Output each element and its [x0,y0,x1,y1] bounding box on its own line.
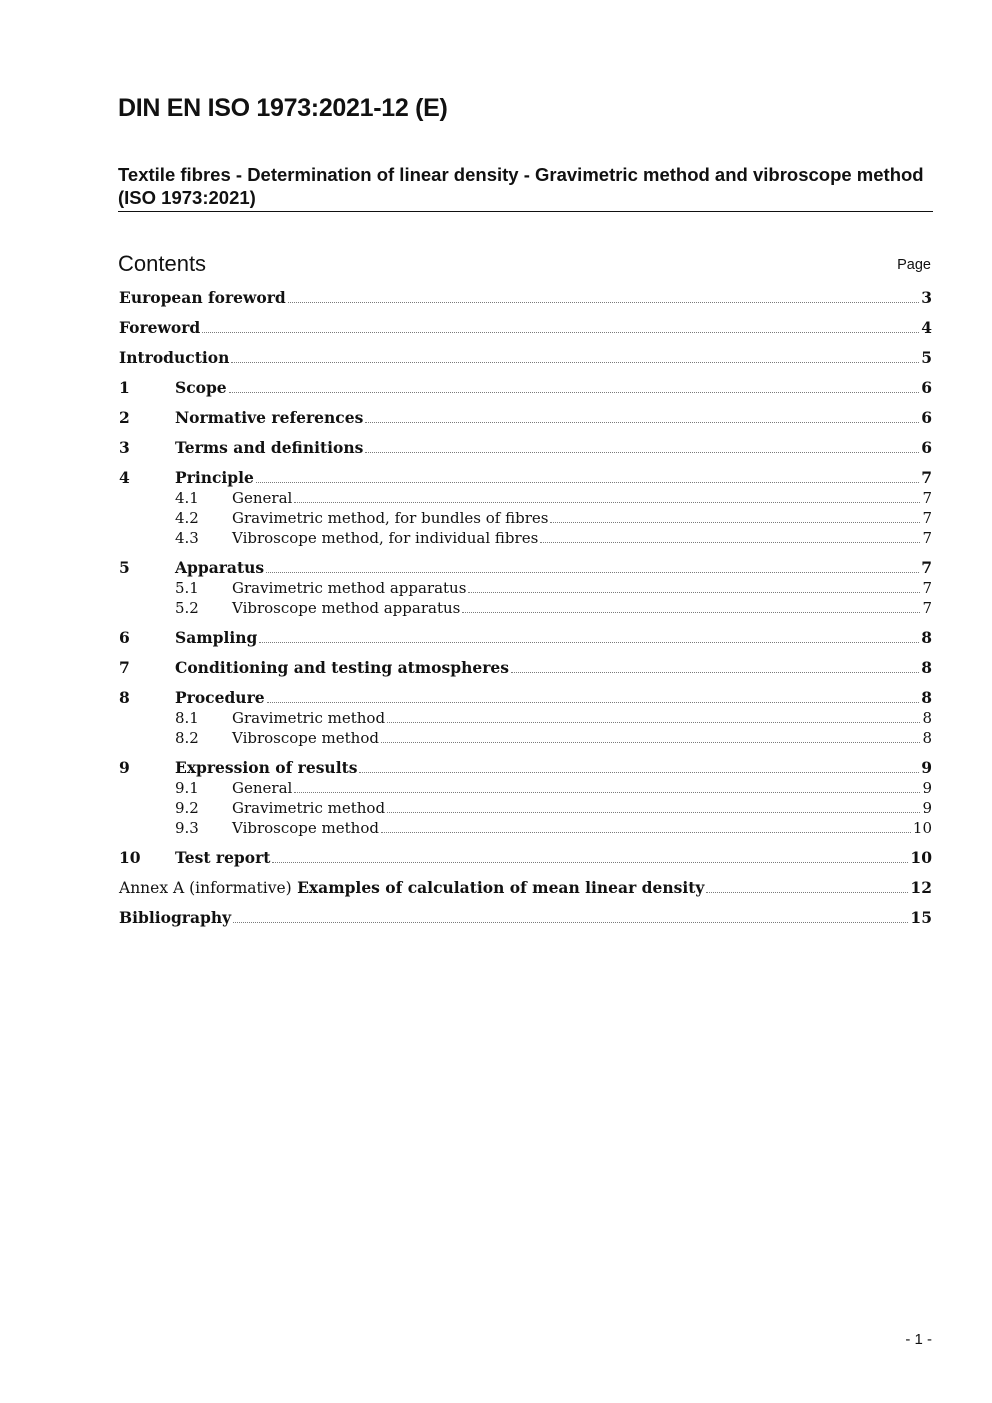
toc-entry-procedure-vibroscope[interactable] [119,728,932,748]
toc-entry-procedure-gravimetric[interactable] [119,708,932,728]
toc-entry-page: 7 [922,509,932,527]
dot-leader [259,641,919,643]
toc-entry-page: 7 [922,529,932,547]
dot-leader [381,741,920,743]
toc-entry-page: 8 [921,658,932,677]
toc-entry-sampling[interactable] [119,628,932,648]
toc-entry-page: 7 [922,489,932,507]
toc-entry-scope[interactable] [119,378,932,398]
toc-entry-principle-general[interactable] [119,488,932,508]
toc-entry-page: 6 [921,378,932,397]
toc-entry-label: Sampling [175,628,258,647]
dot-leader [540,541,920,543]
toc-entry-number: 10 [119,848,141,867]
toc-entry-label: Conditioning and testing atmospheres [175,658,509,677]
dot-leader [511,671,919,673]
toc-entry-page: 8 [921,688,932,707]
toc-entry-page: 5 [921,348,932,367]
contents-heading: Contents [118,251,207,276]
toc-entry-label: Gravimetric method [232,799,386,817]
dot-leader [233,921,908,923]
toc-entry-label: Scope [175,378,227,397]
toc-entry-label: General [232,779,293,797]
toc-entry-label: European foreword [119,288,286,307]
dot-leader [359,771,919,773]
toc-entry-label: Gravimetric method, for bundles of fibres [232,509,549,527]
dot-leader [267,701,920,703]
dot-leader [387,811,920,813]
toc-entry-page: 7 [921,468,932,487]
toc-entry-page: 6 [921,408,932,427]
dot-leader [462,611,920,613]
dot-leader [229,391,920,393]
dot-leader [387,721,920,723]
toc-entry-label: General [232,489,293,507]
toc-entry-page: 7 [922,579,932,597]
toc-entry-label: Introduction [119,348,230,367]
toc-entry-number: 9.1 [175,779,199,797]
document-subtitle: Textile fibres - Determination of linear density - Gravimetric method and vibroscope method (ISO 1973:2021) [118,163,933,212]
toc-entry-procedure[interactable] [119,688,932,708]
toc-entry-apparatus[interactable] [119,558,932,578]
dot-leader [550,521,920,523]
toc-entry-introduction[interactable] [119,348,932,368]
toc-entry-test-report[interactable] [119,848,932,868]
toc-entry-number: 9.2 [175,799,199,817]
dot-leader [294,791,920,793]
toc-entry-page: 10 [910,848,932,867]
toc-entry-results-gravimetric[interactable] [119,798,932,818]
toc-entry-label: Normative references [175,408,364,427]
toc-entry-number: 8.2 [175,729,199,747]
toc-entry-number: 5.1 [175,579,199,597]
dot-leader [266,571,919,573]
toc-entry-foreword[interactable] [119,318,932,338]
toc-entry-number: 8.1 [175,709,199,727]
toc-entry-number: 4 [119,468,130,487]
toc-entry-conditioning[interactable] [119,658,932,678]
toc-entry-results-general[interactable] [119,778,932,798]
dot-leader [365,421,919,423]
toc-entry-number: 7 [119,658,130,677]
toc-entry-page: 7 [922,599,932,617]
toc-entry-principle-vibroscope[interactable] [119,528,932,548]
toc-entry-page: 8 [921,628,932,647]
toc-entry-label: Gravimetric method [232,709,386,727]
toc-entry-label: Vibroscope method [232,819,379,837]
toc-entry-number: 8 [119,688,130,707]
toc-entry-label: Vibroscope method [232,729,379,747]
toc-entry-label: Foreword [119,318,201,337]
toc-entry-label: Expression of results [175,758,358,777]
toc-entry-page: 9 [922,779,932,797]
toc-entry-number: 3 [119,438,130,457]
toc-entry-apparatus-gravimetric[interactable] [119,578,932,598]
dot-leader [202,331,919,333]
dot-leader [256,481,919,483]
dot-leader [381,831,911,833]
toc-entry-page: 4 [921,318,932,337]
toc-entry-page: 12 [910,878,932,897]
dot-leader [231,361,919,363]
toc-entry-bibliography[interactable] [119,908,932,928]
toc-entry-number: 1 [119,378,130,397]
toc-entry-label [119,878,704,898]
toc-entry-page: 10 [912,819,932,837]
table-of-contents [119,288,932,928]
dot-leader [272,861,908,863]
toc-entry-page: 9 [922,799,932,817]
page-column-label: Page [897,257,931,273]
toc-entry-terms-and-definitions[interactable] [119,438,932,458]
page-number: - 1 - [905,1331,932,1348]
document-title: DIN EN ISO 1973:2021-12 (E) [118,94,448,122]
toc-entry-apparatus-vibroscope[interactable] [119,598,932,618]
dot-leader [706,891,908,893]
toc-entry-principle-gravimetric[interactable] [119,508,932,528]
toc-entry-label: Terms and definitions [175,438,364,457]
toc-entry-principle[interactable] [119,468,932,488]
toc-entry-page: 15 [910,908,932,927]
toc-entry-number: 6 [119,628,130,647]
toc-entry-page: 6 [921,438,932,457]
toc-entry-number: 4.1 [175,489,199,507]
toc-entry-label: Apparatus [175,558,265,577]
toc-entry-label: Procedure [175,688,265,707]
toc-entry-expression-of-results[interactable] [119,758,932,778]
toc-entry-european-foreword[interactable] [119,288,932,308]
dot-leader [294,501,920,503]
annex-prefix: Annex A (informative) [119,879,292,897]
toc-entry-number: 4.3 [175,529,199,547]
toc-entry-annex-a[interactable] [119,878,932,898]
toc-entry-number: 9.3 [175,819,199,837]
toc-entry-number: 9 [119,758,130,777]
dot-leader [288,301,919,303]
toc-entry-label: Principle [175,468,254,487]
toc-entry-page: 7 [921,558,932,577]
toc-entry-page: 3 [921,288,932,307]
toc-entry-label: Vibroscope method apparatus [232,599,461,617]
toc-entry-normative-references[interactable] [119,408,932,428]
toc-entry-page: 8 [922,729,932,747]
toc-entry-label: Vibroscope method, for individual fibres [232,529,539,547]
toc-entry-number: 5 [119,558,130,577]
toc-entry-label: Bibliography [119,908,232,927]
dot-leader [468,591,920,593]
toc-entry-label: Test report [175,848,271,867]
dot-leader [365,451,919,453]
toc-entry-label: Gravimetric method apparatus [232,579,467,597]
toc-entry-page: 8 [922,709,932,727]
toc-entry-number: 2 [119,408,130,427]
toc-entry-number: 4.2 [175,509,199,527]
annex-title: Examples of calculation of mean linear density [297,878,705,897]
toc-entry-number: 5.2 [175,599,199,617]
toc-entry-page: 9 [921,758,932,777]
toc-entry-results-vibroscope[interactable] [119,818,932,838]
